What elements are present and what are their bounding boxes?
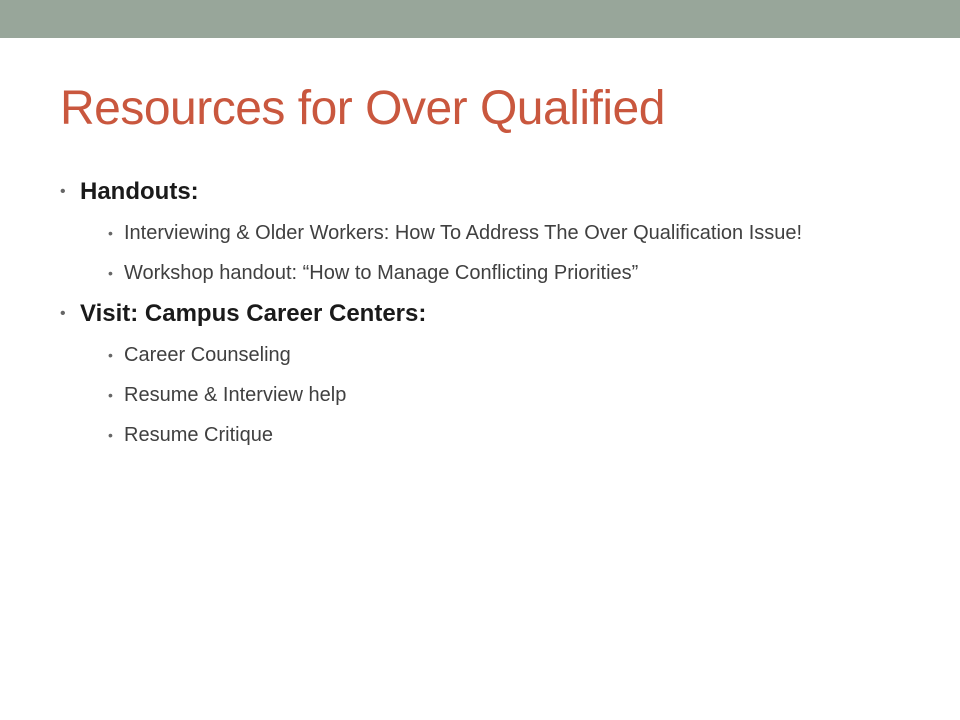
sub-bullet-list <box>108 340 880 450</box>
sub-bullet-item <box>108 218 880 248</box>
sub-bullet-item <box>108 340 880 370</box>
section-heading: Visit: Campus Career Centers: <box>80 300 427 327</box>
sub-bullet-text: Resume & Interview help <box>124 384 347 406</box>
bullet-list <box>60 176 880 450</box>
sub-bullet-text: Resume Critique <box>124 424 273 446</box>
bullet-dot-icon: • <box>60 305 66 322</box>
sub-bullet-text: Workshop handout: “How to Manage Conflicting Priorities” <box>124 262 639 284</box>
section-heading: Handouts: <box>80 178 199 205</box>
bullet-dot-icon: • <box>108 427 113 443</box>
slide-title: Resources for Over Qualified <box>60 82 665 135</box>
sub-bullet-item <box>108 258 880 288</box>
sub-bullet-item <box>108 380 880 410</box>
sub-bullet-text: Interviewing & Older Workers: How To Address The Over Qualification Issue! <box>124 222 803 244</box>
bullet-dot-icon: • <box>60 183 66 200</box>
sub-bullet-list <box>108 218 880 288</box>
bullet-handouts <box>60 176 880 288</box>
bullet-dot-icon: • <box>108 347 113 363</box>
bullet-visit-career-centers <box>60 298 880 450</box>
header-band <box>0 0 960 38</box>
bullet-dot-icon: • <box>108 225 113 241</box>
slide-body <box>60 176 880 460</box>
sub-bullet-text: Career Counseling <box>124 344 291 366</box>
sub-bullet-item <box>108 420 880 450</box>
bullet-dot-icon: • <box>108 265 113 281</box>
bullet-dot-icon: • <box>108 387 113 403</box>
